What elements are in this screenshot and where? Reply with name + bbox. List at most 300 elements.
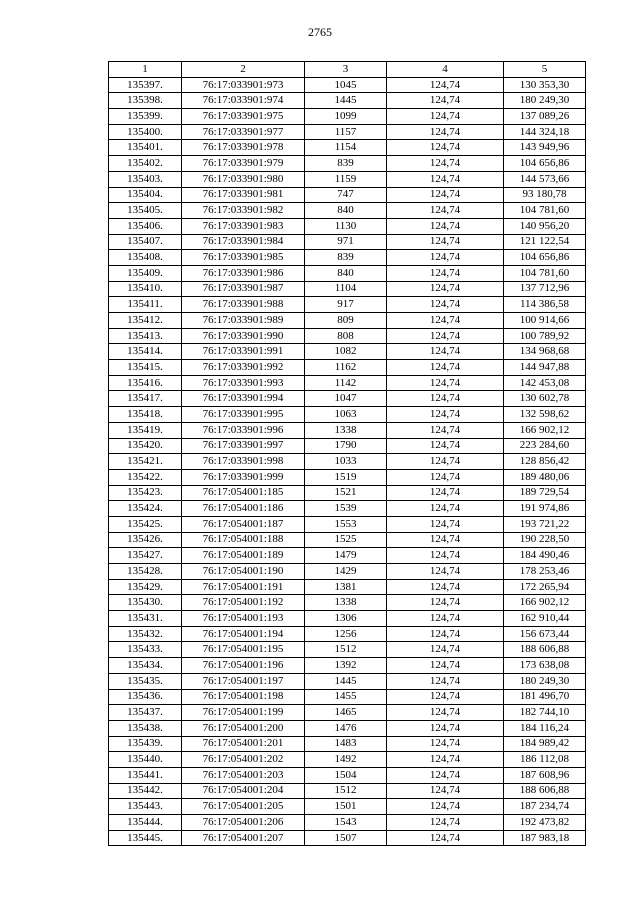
table-cell: 76:17:054001:198 bbox=[182, 689, 305, 705]
table-cell: 76:17:054001:204 bbox=[182, 783, 305, 799]
table-cell: 76:17:033901:988 bbox=[182, 297, 305, 313]
table-cell: 193 721,22 bbox=[504, 516, 586, 532]
table-cell: 124,74 bbox=[387, 485, 504, 501]
table-cell: 809 bbox=[305, 313, 387, 329]
table-cell: 135442. bbox=[109, 783, 182, 799]
table-cell: 135407. bbox=[109, 234, 182, 250]
table-cell: 124,74 bbox=[387, 360, 504, 376]
table-cell: 76:17:054001:187 bbox=[182, 516, 305, 532]
table-row bbox=[109, 815, 586, 831]
table-cell: 124,74 bbox=[387, 250, 504, 266]
table-cell: 76:17:033901:980 bbox=[182, 171, 305, 187]
table-cell: 104 656,86 bbox=[504, 250, 586, 266]
table-cell: 135426. bbox=[109, 532, 182, 548]
table-cell: 1159 bbox=[305, 171, 387, 187]
table-cell: 93 180,78 bbox=[504, 187, 586, 203]
table-cell: 124,74 bbox=[387, 344, 504, 360]
table-cell: 184 989,42 bbox=[504, 736, 586, 752]
table-cell: 76:17:033901:987 bbox=[182, 281, 305, 297]
table-cell: 76:17:054001:206 bbox=[182, 815, 305, 831]
table-cell: 135412. bbox=[109, 313, 182, 329]
data-table bbox=[108, 61, 586, 846]
table-cell: 124,74 bbox=[387, 297, 504, 313]
table-cell: 76:17:033901:977 bbox=[182, 124, 305, 140]
table-cell: 135401. bbox=[109, 140, 182, 156]
table-cell: 1445 bbox=[305, 93, 387, 109]
table-cell: 124,74 bbox=[387, 140, 504, 156]
table-cell: 808 bbox=[305, 328, 387, 344]
table-cell: 187 234,74 bbox=[504, 799, 586, 815]
table-row bbox=[109, 485, 586, 501]
table-cell: 187 983,18 bbox=[504, 830, 586, 846]
table-cell: 135434. bbox=[109, 658, 182, 674]
table-cell: 135415. bbox=[109, 360, 182, 376]
table-cell: 1492 bbox=[305, 752, 387, 768]
table-row bbox=[109, 109, 586, 125]
table-row bbox=[109, 626, 586, 642]
table-cell: 124,74 bbox=[387, 438, 504, 454]
table-cell: 1512 bbox=[305, 783, 387, 799]
table-cell: 140 956,20 bbox=[504, 218, 586, 234]
table-row bbox=[109, 375, 586, 391]
table-row bbox=[109, 187, 586, 203]
table-cell: 124,74 bbox=[387, 93, 504, 109]
table-cell: 135420. bbox=[109, 438, 182, 454]
table-cell: 135423. bbox=[109, 485, 182, 501]
table-cell: 124,74 bbox=[387, 109, 504, 125]
table-cell: 747 bbox=[305, 187, 387, 203]
table-cell: 162 910,44 bbox=[504, 611, 586, 627]
table-cell: 104 781,60 bbox=[504, 265, 586, 281]
table-cell: 124,74 bbox=[387, 642, 504, 658]
table-cell: 76:17:054001:205 bbox=[182, 799, 305, 815]
table-cell: 124,74 bbox=[387, 548, 504, 564]
table-cell: 76:17:054001:195 bbox=[182, 642, 305, 658]
table-row bbox=[109, 830, 586, 846]
table-cell: 76:17:033901:998 bbox=[182, 454, 305, 470]
table-row bbox=[109, 77, 586, 93]
table-cell: 135402. bbox=[109, 156, 182, 172]
table-cell: 1539 bbox=[305, 501, 387, 517]
table-cell: 124,74 bbox=[387, 595, 504, 611]
table-cell: 1099 bbox=[305, 109, 387, 125]
table-cell: 1553 bbox=[305, 516, 387, 532]
table-cell: 124,74 bbox=[387, 391, 504, 407]
table-row bbox=[109, 516, 586, 532]
table-cell: 76:17:033901:991 bbox=[182, 344, 305, 360]
table-cell: 1479 bbox=[305, 548, 387, 564]
table-cell: 132 598,62 bbox=[504, 407, 586, 423]
table-cell: 76:17:054001:185 bbox=[182, 485, 305, 501]
table-cell: 1157 bbox=[305, 124, 387, 140]
table-cell: 135440. bbox=[109, 752, 182, 768]
table-cell: 1465 bbox=[305, 705, 387, 721]
table-cell: 135429. bbox=[109, 579, 182, 595]
table-cell: 135406. bbox=[109, 218, 182, 234]
table-row bbox=[109, 767, 586, 783]
table-cell: 130 602,78 bbox=[504, 391, 586, 407]
table-cell: 76:17:033901:995 bbox=[182, 407, 305, 423]
table-cell: 1338 bbox=[305, 595, 387, 611]
table-cell: 189 480,06 bbox=[504, 469, 586, 485]
table-cell: 135428. bbox=[109, 564, 182, 580]
table-cell: 178 253,46 bbox=[504, 564, 586, 580]
table-cell: 121 122,54 bbox=[504, 234, 586, 250]
table-cell: 104 781,60 bbox=[504, 203, 586, 219]
table-cell: 124,74 bbox=[387, 767, 504, 783]
table-cell: 135409. bbox=[109, 265, 182, 281]
table-cell: 1142 bbox=[305, 375, 387, 391]
table-row bbox=[109, 469, 586, 485]
table-cell: 124,74 bbox=[387, 375, 504, 391]
table-cell: 135439. bbox=[109, 736, 182, 752]
table-row bbox=[109, 360, 586, 376]
table-cell: 135443. bbox=[109, 799, 182, 815]
table-row bbox=[109, 564, 586, 580]
table-row bbox=[109, 203, 586, 219]
table-cell: 76:17:054001:197 bbox=[182, 673, 305, 689]
table-cell: 1162 bbox=[305, 360, 387, 376]
table-cell: 76:17:054001:201 bbox=[182, 736, 305, 752]
table-row bbox=[109, 501, 586, 517]
table-cell: 1082 bbox=[305, 344, 387, 360]
table-row bbox=[109, 234, 586, 250]
table-cell: 189 729,54 bbox=[504, 485, 586, 501]
table-row bbox=[109, 689, 586, 705]
table-cell: 1154 bbox=[305, 140, 387, 156]
page-number: 2765 bbox=[308, 25, 332, 39]
table-row bbox=[109, 171, 586, 187]
table-cell: 839 bbox=[305, 250, 387, 266]
table-cell: 135397. bbox=[109, 77, 182, 93]
table-cell: 1445 bbox=[305, 673, 387, 689]
table-cell: 135400. bbox=[109, 124, 182, 140]
table-cell: 114 386,58 bbox=[504, 297, 586, 313]
table-row bbox=[109, 297, 586, 313]
table-row bbox=[109, 218, 586, 234]
table-cell: 192 473,82 bbox=[504, 815, 586, 831]
table-cell: 1483 bbox=[305, 736, 387, 752]
table-cell: 188 606,88 bbox=[504, 642, 586, 658]
table-cell: 135445. bbox=[109, 830, 182, 846]
table-cell: 124,74 bbox=[387, 736, 504, 752]
table-row bbox=[109, 579, 586, 595]
table-cell: 839 bbox=[305, 156, 387, 172]
table-cell: 166 902,12 bbox=[504, 595, 586, 611]
table-cell: 137 712,96 bbox=[504, 281, 586, 297]
table-cell: 124,74 bbox=[387, 516, 504, 532]
column-header: 1 bbox=[109, 62, 182, 78]
table-cell: 135398. bbox=[109, 93, 182, 109]
table-row bbox=[109, 720, 586, 736]
table-cell: 76:17:033901:984 bbox=[182, 234, 305, 250]
table-cell: 1504 bbox=[305, 767, 387, 783]
table-cell: 124,74 bbox=[387, 783, 504, 799]
table-cell: 76:17:033901:994 bbox=[182, 391, 305, 407]
table-row bbox=[109, 281, 586, 297]
table-cell: 76:17:033901:992 bbox=[182, 360, 305, 376]
table-cell: 223 284,60 bbox=[504, 438, 586, 454]
table-row bbox=[109, 422, 586, 438]
table-cell: 76:17:033901:986 bbox=[182, 265, 305, 281]
table-cell: 172 265,94 bbox=[504, 579, 586, 595]
table-cell: 181 496,70 bbox=[504, 689, 586, 705]
table-cell: 135432. bbox=[109, 626, 182, 642]
table-row bbox=[109, 642, 586, 658]
table-cell: 124,74 bbox=[387, 501, 504, 517]
table-cell: 1130 bbox=[305, 218, 387, 234]
table-cell: 124,74 bbox=[387, 689, 504, 705]
table-cell: 166 902,12 bbox=[504, 422, 586, 438]
table-cell: 144 573,66 bbox=[504, 171, 586, 187]
table-cell: 137 089,26 bbox=[504, 109, 586, 125]
table-row bbox=[109, 548, 586, 564]
table-cell: 135404. bbox=[109, 187, 182, 203]
table-cell: 134 968,68 bbox=[504, 344, 586, 360]
table-row bbox=[109, 93, 586, 109]
table-row bbox=[109, 265, 586, 281]
table-cell: 124,74 bbox=[387, 187, 504, 203]
table-cell: 76:17:033901:999 bbox=[182, 469, 305, 485]
table-cell: 135410. bbox=[109, 281, 182, 297]
table-row bbox=[109, 313, 586, 329]
table-cell: 124,74 bbox=[387, 313, 504, 329]
table-cell: 1381 bbox=[305, 579, 387, 595]
table-row bbox=[109, 595, 586, 611]
table-cell: 124,74 bbox=[387, 171, 504, 187]
table-cell: 135418. bbox=[109, 407, 182, 423]
table-cell: 76:17:033901:973 bbox=[182, 77, 305, 93]
table-cell: 135405. bbox=[109, 203, 182, 219]
table-cell: 76:17:054001:190 bbox=[182, 564, 305, 580]
table-cell: 135419. bbox=[109, 422, 182, 438]
table-cell: 135413. bbox=[109, 328, 182, 344]
table-cell: 1521 bbox=[305, 485, 387, 501]
table-cell: 1790 bbox=[305, 438, 387, 454]
table-row bbox=[109, 611, 586, 627]
table-cell: 76:17:033901:979 bbox=[182, 156, 305, 172]
column-header: 3 bbox=[305, 62, 387, 78]
table-cell: 124,74 bbox=[387, 328, 504, 344]
table-cell: 180 249,30 bbox=[504, 673, 586, 689]
column-header: 4 bbox=[387, 62, 504, 78]
table-cell: 100 914,66 bbox=[504, 313, 586, 329]
table-cell: 1501 bbox=[305, 799, 387, 815]
table-cell: 143 949,96 bbox=[504, 140, 586, 156]
table-cell: 135424. bbox=[109, 501, 182, 517]
table-row bbox=[109, 328, 586, 344]
table-cell: 1392 bbox=[305, 658, 387, 674]
table-cell: 135433. bbox=[109, 642, 182, 658]
table-cell: 1519 bbox=[305, 469, 387, 485]
table-cell: 1543 bbox=[305, 815, 387, 831]
table-cell: 188 606,88 bbox=[504, 783, 586, 799]
table-row bbox=[109, 407, 586, 423]
table-cell: 124,74 bbox=[387, 407, 504, 423]
table-cell: 76:17:033901:989 bbox=[182, 313, 305, 329]
table-cell: 124,74 bbox=[387, 705, 504, 721]
table-cell: 76:17:054001:207 bbox=[182, 830, 305, 846]
table-cell: 124,74 bbox=[387, 265, 504, 281]
table-cell: 135408. bbox=[109, 250, 182, 266]
table-row bbox=[109, 736, 586, 752]
table-cell: 124,74 bbox=[387, 673, 504, 689]
table-cell: 135444. bbox=[109, 815, 182, 831]
table-row bbox=[109, 783, 586, 799]
table-cell: 76:17:054001:194 bbox=[182, 626, 305, 642]
table-row bbox=[109, 673, 586, 689]
table-cell: 135431. bbox=[109, 611, 182, 627]
table-cell: 135438. bbox=[109, 720, 182, 736]
table-body bbox=[109, 77, 586, 846]
table-cell: 104 656,86 bbox=[504, 156, 586, 172]
table-cell: 135437. bbox=[109, 705, 182, 721]
table-cell: 76:17:033901:993 bbox=[182, 375, 305, 391]
table-row bbox=[109, 124, 586, 140]
table-cell: 124,74 bbox=[387, 830, 504, 846]
table-row bbox=[109, 438, 586, 454]
table-cell: 142 453,08 bbox=[504, 375, 586, 391]
table-cell: 124,74 bbox=[387, 281, 504, 297]
table-cell: 144 947,88 bbox=[504, 360, 586, 376]
table-cell: 76:17:033901:978 bbox=[182, 140, 305, 156]
table-cell: 1525 bbox=[305, 532, 387, 548]
table-cell: 76:17:054001:199 bbox=[182, 705, 305, 721]
table-cell: 1306 bbox=[305, 611, 387, 627]
table-row bbox=[109, 250, 586, 266]
table-cell: 1063 bbox=[305, 407, 387, 423]
table-row bbox=[109, 156, 586, 172]
table-cell: 124,74 bbox=[387, 234, 504, 250]
table-cell: 135414. bbox=[109, 344, 182, 360]
table-cell: 130 353,30 bbox=[504, 77, 586, 93]
column-header: 5 bbox=[504, 62, 586, 78]
table-cell: 840 bbox=[305, 265, 387, 281]
table-row bbox=[109, 140, 586, 156]
table-cell: 124,74 bbox=[387, 469, 504, 485]
table-row bbox=[109, 454, 586, 470]
table-cell: 135421. bbox=[109, 454, 182, 470]
table-row bbox=[109, 532, 586, 548]
table-cell: 184 490,46 bbox=[504, 548, 586, 564]
table-cell: 1033 bbox=[305, 454, 387, 470]
table-cell: 76:17:054001:188 bbox=[182, 532, 305, 548]
table-cell: 76:17:054001:196 bbox=[182, 658, 305, 674]
table-cell: 76:17:054001:193 bbox=[182, 611, 305, 627]
table-row bbox=[109, 344, 586, 360]
table-cell: 124,74 bbox=[387, 626, 504, 642]
table-cell: 182 744,10 bbox=[504, 705, 586, 721]
table-cell: 135399. bbox=[109, 109, 182, 125]
table-row bbox=[109, 752, 586, 768]
table-cell: 76:17:054001:202 bbox=[182, 752, 305, 768]
table-cell: 840 bbox=[305, 203, 387, 219]
table-cell: 124,74 bbox=[387, 532, 504, 548]
table-cell: 76:17:054001:203 bbox=[182, 767, 305, 783]
table-cell: 76:17:033901:997 bbox=[182, 438, 305, 454]
table-cell: 1047 bbox=[305, 391, 387, 407]
table-cell: 124,74 bbox=[387, 454, 504, 470]
table-cell: 135427. bbox=[109, 548, 182, 564]
table-cell: 135441. bbox=[109, 767, 182, 783]
table-cell: 191 974,86 bbox=[504, 501, 586, 517]
table-cell: 124,74 bbox=[387, 815, 504, 831]
table-cell: 124,74 bbox=[387, 720, 504, 736]
header-row bbox=[109, 62, 586, 78]
table-cell: 187 608,96 bbox=[504, 767, 586, 783]
table-cell: 1512 bbox=[305, 642, 387, 658]
table-cell: 124,74 bbox=[387, 422, 504, 438]
table-cell: 124,74 bbox=[387, 579, 504, 595]
table-cell: 76:17:054001:189 bbox=[182, 548, 305, 564]
table-cell: 100 789,92 bbox=[504, 328, 586, 344]
table-cell: 76:17:033901:974 bbox=[182, 93, 305, 109]
table-cell: 971 bbox=[305, 234, 387, 250]
table-cell: 135425. bbox=[109, 516, 182, 532]
table-cell: 124,74 bbox=[387, 124, 504, 140]
table-cell: 1429 bbox=[305, 564, 387, 580]
table-cell: 124,74 bbox=[387, 752, 504, 768]
table-cell: 917 bbox=[305, 297, 387, 313]
table-cell: 1338 bbox=[305, 422, 387, 438]
table-cell: 76:17:033901:985 bbox=[182, 250, 305, 266]
table-cell: 124,74 bbox=[387, 156, 504, 172]
table-row bbox=[109, 658, 586, 674]
table-cell: 1455 bbox=[305, 689, 387, 705]
table-cell: 135430. bbox=[109, 595, 182, 611]
table-cell: 173 638,08 bbox=[504, 658, 586, 674]
table-cell: 135435. bbox=[109, 673, 182, 689]
table-cell: 76:17:033901:982 bbox=[182, 203, 305, 219]
table-cell: 76:17:054001:186 bbox=[182, 501, 305, 517]
table-cell: 124,74 bbox=[387, 77, 504, 93]
table-cell: 124,74 bbox=[387, 611, 504, 627]
table-cell: 124,74 bbox=[387, 218, 504, 234]
table-cell: 135417. bbox=[109, 391, 182, 407]
table-cell: 76:17:033901:975 bbox=[182, 109, 305, 125]
table-cell: 156 673,44 bbox=[504, 626, 586, 642]
table-cell: 135422. bbox=[109, 469, 182, 485]
table-cell: 76:17:033901:983 bbox=[182, 218, 305, 234]
column-header: 2 bbox=[182, 62, 305, 78]
table-cell: 1507 bbox=[305, 830, 387, 846]
table-cell: 1104 bbox=[305, 281, 387, 297]
table-cell: 186 112,08 bbox=[504, 752, 586, 768]
table-cell: 76:17:033901:990 bbox=[182, 328, 305, 344]
table-cell: 124,74 bbox=[387, 799, 504, 815]
table-cell: 128 856,42 bbox=[504, 454, 586, 470]
table-cell: 76:17:054001:191 bbox=[182, 579, 305, 595]
table-row bbox=[109, 799, 586, 815]
table-cell: 135416. bbox=[109, 375, 182, 391]
table-row bbox=[109, 705, 586, 721]
table-cell: 144 324,18 bbox=[504, 124, 586, 140]
table-cell: 190 228,50 bbox=[504, 532, 586, 548]
table-cell: 124,74 bbox=[387, 203, 504, 219]
table-cell: 124,74 bbox=[387, 564, 504, 580]
table-cell: 1476 bbox=[305, 720, 387, 736]
table-cell: 184 116,24 bbox=[504, 720, 586, 736]
table-cell: 124,74 bbox=[387, 658, 504, 674]
table-cell: 180 249,30 bbox=[504, 93, 586, 109]
table-cell: 76:17:054001:192 bbox=[182, 595, 305, 611]
table-row bbox=[109, 391, 586, 407]
table-cell: 76:17:054001:200 bbox=[182, 720, 305, 736]
table-cell: 1256 bbox=[305, 626, 387, 642]
table-cell: 1045 bbox=[305, 77, 387, 93]
table-cell: 76:17:033901:981 bbox=[182, 187, 305, 203]
table-cell: 135403. bbox=[109, 171, 182, 187]
